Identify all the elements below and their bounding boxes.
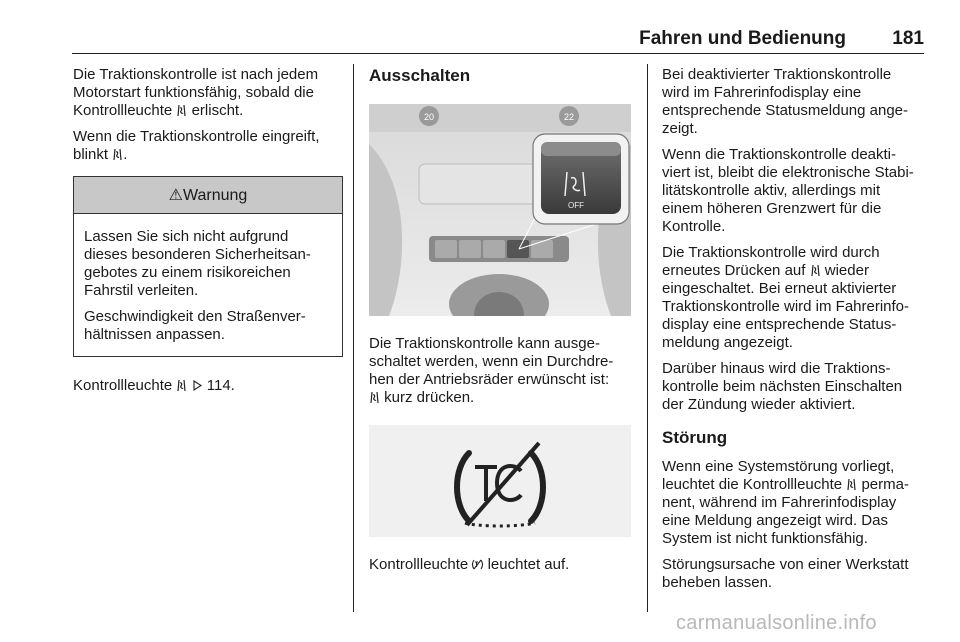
section-heading: Ausschalten	[369, 66, 471, 85]
paragraph: Die Traktionskontrolle kann ausge- schaltet werden, wenn ein Durchdre- hen der Antriebsräder erwünscht ist: kurz drücken.	[369, 335, 614, 406]
page-number: 181	[892, 28, 924, 49]
paragraph: Die Traktionskontrolle wird durch erneutes Drücken auf wieder eingeschaltet. Bei erneut aktivierter Traktionskontrolle wird im Fahrerinfo- display eine entsprechende Status- meldung angezeigt.	[662, 244, 910, 351]
traction-control-icon	[846, 478, 857, 491]
page-reference-link[interactable]: 114.	[206, 377, 235, 394]
paragraph: Kontrollleuchte leuchtet auf.	[369, 556, 570, 573]
tc-off-button-label: OFF	[568, 201, 584, 210]
paragraph: Geschwindigkeit den Straßenver- hältnissen anpassen.	[84, 308, 306, 343]
tc-off-icon	[472, 558, 483, 571]
column-divider	[353, 64, 354, 612]
column-2	[369, 66, 631, 582]
traction-control-icon	[176, 104, 187, 117]
tc-off-warning-light-icon	[369, 425, 631, 537]
paragraph: Darüber hinaus wird die Traktions- kontrolle beim nächsten Einschalten der Zündung wieder aktiviert.	[662, 360, 903, 413]
traction-control-icon	[112, 148, 123, 161]
column-1	[73, 66, 343, 403]
watermark: carmanualsonline.info	[676, 612, 877, 634]
paragraph: Wenn eine Systemstörung vorliegt, leuchtet die Kontrollleuchte perma- nent, während im Fahrerinfodisplay eine Meldung angezeigt wird. Das System ist nicht funktionsfähig.	[662, 458, 909, 547]
column-3	[662, 66, 928, 600]
page-header	[72, 26, 924, 54]
warning-body	[74, 214, 342, 356]
section-title: Fahren und Bedienung	[639, 28, 846, 49]
warning-box	[73, 176, 343, 357]
svg-text:22: 22	[563, 112, 575, 122]
page-reference-arrow-icon[interactable]	[192, 379, 203, 392]
svg-text:20: 20	[423, 112, 435, 122]
warning-title: Warnung	[183, 187, 248, 204]
paragraph: Kontrollleuchte 114.	[73, 377, 235, 394]
traction-control-icon	[369, 391, 380, 404]
paragraph: Störungsursache von einer Werkstatt beheben lassen.	[662, 556, 909, 591]
traction-control-icon	[810, 264, 821, 277]
center-console-photo	[369, 104, 631, 316]
paragraph: Die Traktionskontrolle ist nach jedem Motorstart funktionsfähig, sobald die Kontrollleuchte erlischt.	[73, 66, 319, 119]
paragraph: Wenn die Traktionskontrolle eingreift, blinkt .	[73, 128, 320, 163]
column-divider	[647, 64, 648, 612]
traction-control-icon	[176, 379, 187, 392]
warning-header	[74, 177, 342, 214]
section-heading: Störung	[662, 428, 728, 447]
paragraph: Bei deaktivierter Traktionskontrolle wird im Fahrerinfodisplay eine entsprechende Statusmeldung ange- zeigt.	[662, 66, 909, 137]
paragraph: Lassen Sie sich nicht aufgrund dieses besonderen Sicherheitsan- gebotes zu einem risikoreichen Fahrstil verleiten.	[84, 228, 311, 299]
warning-icon: ⚠	[168, 187, 183, 204]
paragraph: Wenn die Traktionskontrolle deakti- viert ist, bleibt die elektronische Stabi- litätskontrolle aktiv, allerdings mit einem höheren Grenzwert für die Kontrolle.	[662, 146, 914, 235]
